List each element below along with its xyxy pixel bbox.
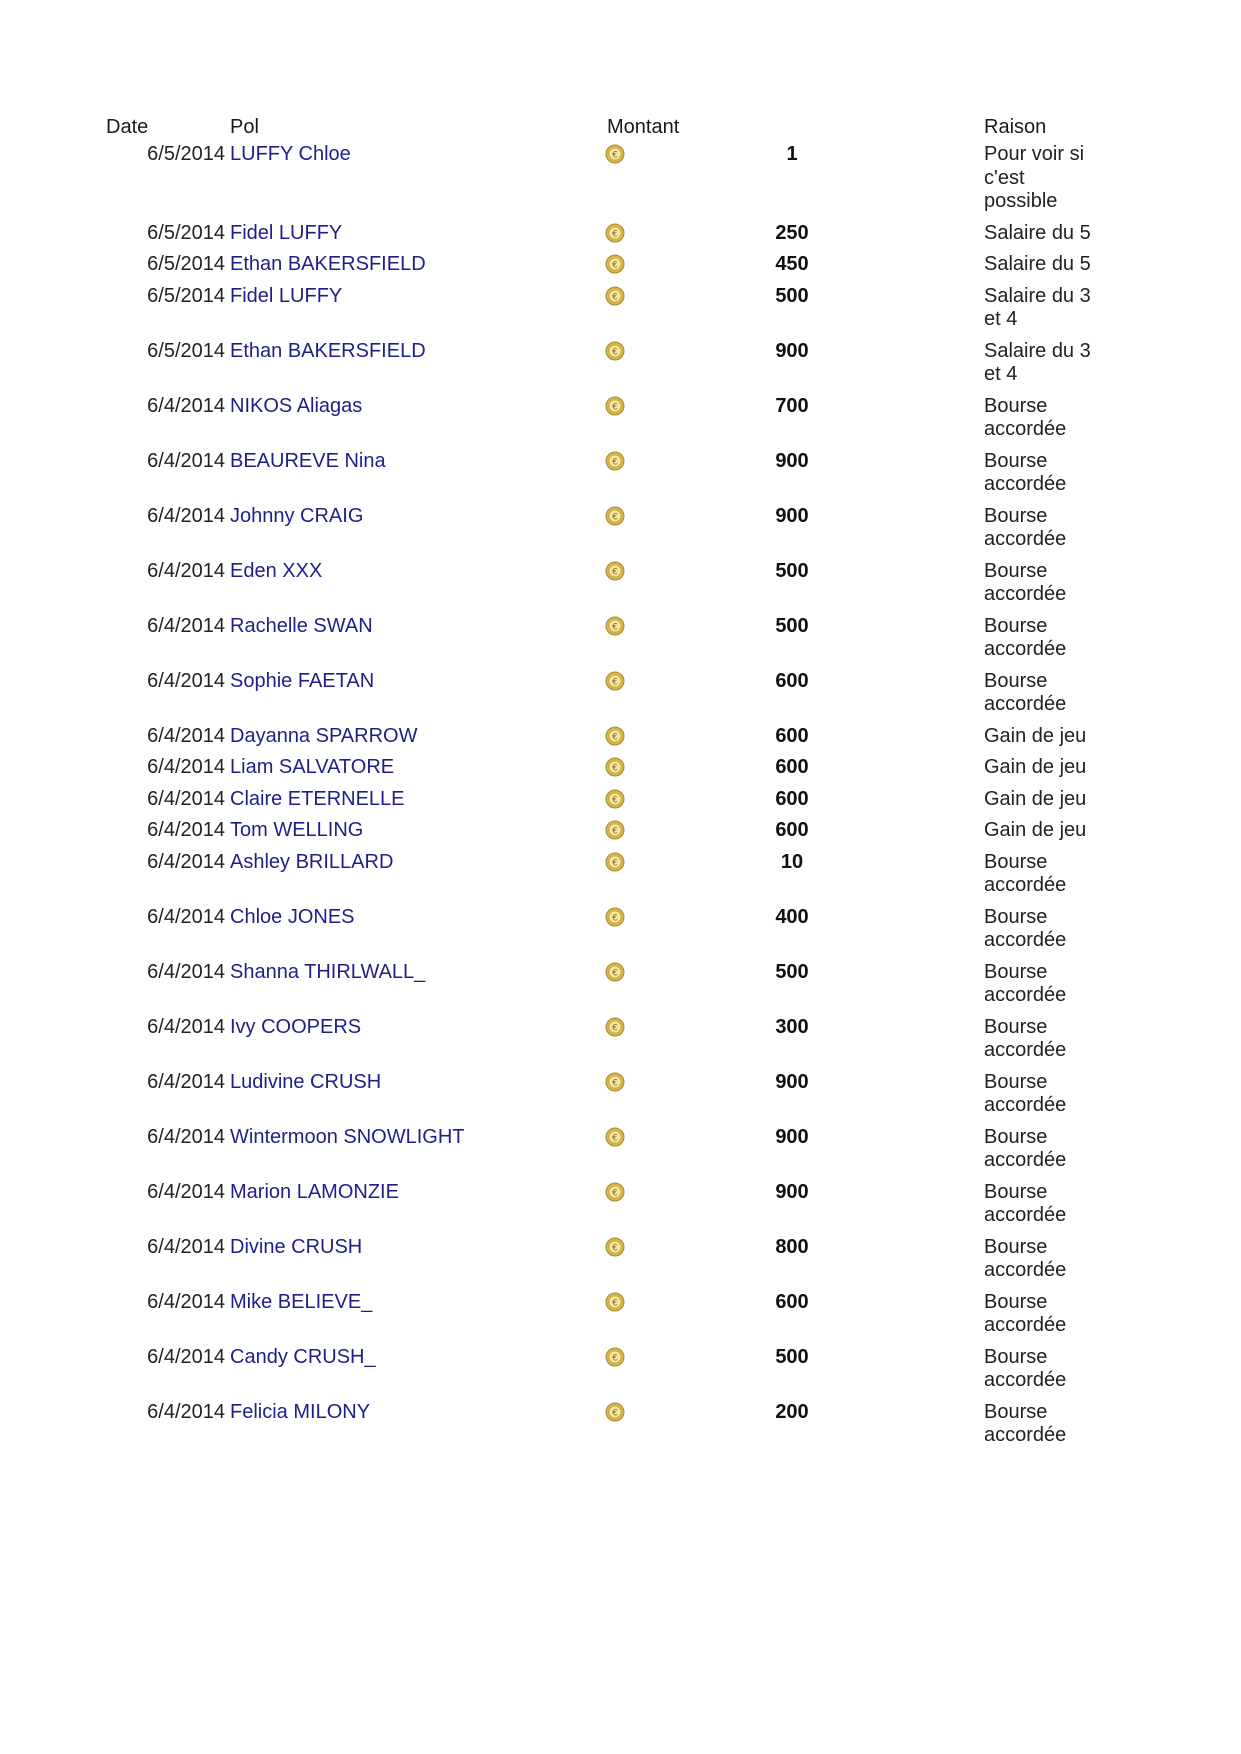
row-amount: 900: [775, 1070, 809, 1093]
svg-text:€: €: [612, 622, 618, 632]
euro-coin-icon: [605, 726, 625, 746]
table-row: [0, 788, 1241, 820]
euro-coin-icon: [605, 962, 625, 982]
reason-line: Gain de jeu: [984, 819, 1087, 841]
row-pol-link[interactable]: Chloe JONES: [230, 905, 355, 928]
row-date: 6/4/2014: [147, 1015, 225, 1038]
reason-line: Bourse: [984, 1180, 1048, 1203]
row-date: 6/4/2014: [147, 669, 225, 692]
row-amount: 900: [775, 449, 809, 472]
euro-coin-icon: [605, 1347, 625, 1367]
reason-line: accordée: [984, 1094, 1067, 1116]
svg-text:€: €: [612, 1408, 618, 1418]
svg-text:€: €: [612, 1078, 618, 1088]
row-amount: 600: [775, 787, 809, 810]
reason-line: accordée: [984, 1369, 1067, 1391]
reason-line: possible: [984, 190, 1058, 212]
reason-line: Salaire du 3: [984, 339, 1091, 362]
table-row: [0, 756, 1241, 788]
row-reason: [984, 395, 1114, 442]
row-amount: 600: [775, 819, 809, 841]
row-date: 6/5/2014: [147, 221, 225, 244]
reason-line: accordée: [984, 1039, 1067, 1061]
reason-line: et 4: [984, 308, 1018, 330]
row-amount: 400: [775, 905, 809, 928]
row-pol-link[interactable]: Shanna THIRLWALL_: [230, 960, 426, 983]
reason-line: accordée: [984, 1424, 1067, 1446]
reason-line: accordée: [984, 874, 1067, 896]
euro-coin-icon: [605, 144, 625, 164]
reason-line: accordée: [984, 528, 1067, 550]
table-row: [0, 1126, 1241, 1181]
svg-text:€: €: [612, 968, 618, 978]
reason-line: Bourse: [984, 614, 1048, 637]
table-row: [0, 253, 1241, 285]
table-row: [0, 1291, 1241, 1346]
reason-line: Bourse: [984, 394, 1048, 417]
euro-coin-icon: [605, 1017, 625, 1037]
reason-line: Gain de jeu: [984, 724, 1087, 747]
row-reason: [984, 961, 1114, 1008]
table-row: [0, 505, 1241, 560]
row-amount: 600: [775, 756, 809, 778]
row-reason: [984, 285, 1114, 332]
row-reason: [984, 340, 1114, 387]
row-pol-link[interactable]: Eden XXX: [230, 559, 323, 582]
reason-line: accordée: [984, 1149, 1067, 1171]
reason-line: accordée: [984, 418, 1067, 440]
row-amount: 900: [775, 1180, 809, 1203]
euro-coin-icon: [605, 341, 625, 361]
svg-text:€: €: [612, 567, 618, 577]
row-reason: [984, 1016, 1114, 1063]
row-reason: [984, 253, 1114, 277]
reason-line: Pour voir si: [984, 143, 1085, 165]
row-reason: [984, 670, 1114, 717]
row-date: 6/5/2014: [147, 253, 225, 275]
euro-coin-icon: [605, 820, 625, 840]
table-row: [0, 222, 1241, 254]
reason-line: et 4: [984, 363, 1018, 385]
row-date: 6/4/2014: [147, 1290, 225, 1313]
reason-line: Gain de jeu: [984, 756, 1087, 778]
row-date: 6/4/2014: [147, 1400, 225, 1423]
euro-coin-icon: [605, 852, 625, 872]
row-pol-link[interactable]: LUFFY Chloe: [230, 143, 351, 165]
reason-line: accordée: [984, 583, 1067, 605]
row-reason: [984, 505, 1114, 552]
row-reason: [984, 143, 1114, 214]
svg-text:€: €: [612, 1023, 618, 1033]
euro-coin-icon: [605, 1127, 625, 1147]
row-date: 6/4/2014: [147, 449, 225, 472]
euro-coin-icon: [605, 223, 625, 243]
euro-coin-icon: [605, 757, 625, 777]
euro-coin-icon: [605, 1402, 625, 1422]
svg-text:€: €: [612, 260, 618, 271]
row-amount: 600: [775, 669, 809, 692]
reason-line: accordée: [984, 984, 1067, 1006]
svg-text:€: €: [612, 512, 618, 522]
table-row: [0, 395, 1241, 450]
table-row: [0, 725, 1241, 757]
row-pol-link[interactable]: Ludivine CRUSH: [230, 1070, 382, 1093]
row-reason: [984, 1236, 1114, 1283]
row-amount: 300: [775, 1015, 809, 1038]
row-pol-link[interactable]: Fidel LUFFY: [230, 221, 343, 244]
row-amount: 500: [775, 284, 809, 307]
row-date: 6/4/2014: [147, 960, 225, 983]
row-reason: [984, 906, 1114, 953]
reason-line: Bourse: [984, 1235, 1048, 1258]
reason-line: Bourse: [984, 449, 1048, 472]
row-reason: [984, 1181, 1114, 1228]
svg-text:€: €: [612, 795, 618, 805]
row-amount: 500: [775, 960, 809, 983]
row-pol-link[interactable]: Mike BELIEVE_: [230, 1290, 373, 1313]
table-row: [0, 450, 1241, 505]
table-row: [0, 560, 1241, 615]
row-reason: [984, 1126, 1114, 1173]
svg-text:€: €: [612, 457, 618, 467]
row-date: 6/5/2014: [147, 339, 225, 362]
row-pol-link[interactable]: Ivy COOPERS: [230, 1015, 362, 1038]
reason-line: accordée: [984, 1204, 1067, 1226]
row-amount: 900: [775, 339, 809, 362]
row-reason: [984, 756, 1114, 780]
table-row: [0, 1181, 1241, 1236]
row-reason: [984, 560, 1114, 607]
reason-line: Bourse: [984, 905, 1048, 928]
euro-coin-icon: [605, 561, 625, 581]
row-date: 6/4/2014: [147, 1180, 225, 1203]
reason-line: accordée: [984, 929, 1067, 951]
header-date: Date: [106, 116, 149, 138]
svg-text:€: €: [612, 858, 618, 868]
row-amount: 500: [775, 1345, 809, 1368]
euro-coin-icon: [605, 616, 625, 636]
row-date: 6/4/2014: [147, 724, 225, 747]
row-pol-link[interactable]: Candy CRUSH_: [230, 1345, 376, 1368]
euro-coin-icon: [605, 451, 625, 471]
reason-line: Salaire du 5: [984, 253, 1091, 275]
euro-coin-icon: [605, 671, 625, 691]
row-reason: [984, 725, 1114, 749]
row-reason: [984, 788, 1114, 812]
reason-line: Bourse: [984, 960, 1048, 983]
reason-line: Bourse: [984, 1345, 1048, 1368]
row-date: 6/4/2014: [147, 756, 225, 778]
row-pol-link[interactable]: Sophie FAETAN: [230, 669, 375, 692]
row-amount: 900: [775, 504, 809, 527]
reason-line: accordée: [984, 638, 1067, 660]
reason-line: Bourse: [984, 850, 1048, 873]
row-amount: 800: [775, 1235, 809, 1258]
svg-text:€: €: [612, 229, 618, 239]
reason-line: Gain de jeu: [984, 787, 1087, 810]
row-amount: 10: [780, 850, 804, 873]
row-amount: 700: [775, 394, 809, 417]
row-pol-link[interactable]: Ashley BRILLARD: [230, 850, 394, 873]
row-amount: 900: [775, 1125, 809, 1148]
row-reason: [984, 1401, 1114, 1448]
row-date: 6/4/2014: [147, 819, 225, 841]
row-date: 6/4/2014: [147, 787, 225, 810]
row-pol-link[interactable]: Wintermoon SNOWLIGHT: [230, 1125, 465, 1148]
row-pol-link[interactable]: Claire ETERNELLE: [230, 787, 405, 810]
row-reason: [984, 851, 1114, 898]
row-reason: [984, 222, 1114, 246]
table-row: [0, 961, 1241, 1016]
column-header-row: [0, 116, 1241, 142]
reason-line: Bourse: [984, 1125, 1048, 1148]
svg-text:€: €: [612, 1133, 618, 1143]
svg-text:€: €: [612, 1243, 618, 1253]
row-pol-link[interactable]: Felicia MILONY: [230, 1400, 371, 1423]
svg-text:€: €: [612, 1188, 618, 1198]
row-date: 6/4/2014: [147, 850, 225, 873]
reason-line: accordée: [984, 1259, 1067, 1281]
euro-coin-icon: [605, 1072, 625, 1092]
reason-line: Salaire du 5: [984, 221, 1091, 244]
row-date: 6/4/2014: [147, 504, 225, 527]
row-date: 6/4/2014: [147, 394, 225, 417]
reason-line: accordée: [984, 1314, 1067, 1336]
table-row: [0, 615, 1241, 670]
euro-coin-icon: [605, 789, 625, 809]
table-row: [0, 1071, 1241, 1126]
euro-coin-icon: [605, 506, 625, 526]
reason-line: accordée: [984, 473, 1067, 495]
row-amount: 500: [775, 559, 809, 582]
transaction-list: [0, 143, 1241, 1456]
row-reason: [984, 819, 1114, 843]
table-row: [0, 1401, 1241, 1456]
svg-text:€: €: [612, 826, 618, 837]
table-row: [0, 819, 1241, 851]
row-date: 6/4/2014: [147, 559, 225, 582]
row-pol-link[interactable]: Ethan BAKERSFIELD: [230, 253, 426, 275]
svg-text:€: €: [612, 150, 618, 161]
row-pol-link[interactable]: Liam SALVATORE: [230, 756, 395, 778]
table-row: [0, 906, 1241, 961]
row-pol-link[interactable]: Fidel LUFFY: [230, 284, 343, 307]
row-reason: [984, 615, 1114, 662]
row-pol-link[interactable]: Tom WELLING: [230, 819, 364, 841]
row-date: 6/5/2014: [147, 143, 225, 165]
table-row: [0, 285, 1241, 340]
euro-coin-icon: [605, 1182, 625, 1202]
reason-line: c'est: [984, 166, 1025, 189]
row-reason: [984, 1071, 1114, 1118]
row-amount: 1: [786, 143, 798, 165]
header-raison: Raison: [984, 116, 1047, 138]
row-date: 6/4/2014: [147, 614, 225, 637]
row-date: 6/4/2014: [147, 1345, 225, 1368]
table-row: [0, 1016, 1241, 1071]
table-row: [0, 1346, 1241, 1401]
row-reason: [984, 450, 1114, 497]
row-amount: 200: [775, 1400, 809, 1423]
reason-line: Bourse: [984, 669, 1048, 692]
reason-line: Salaire du 3: [984, 284, 1091, 307]
table-row: [0, 143, 1241, 222]
row-amount: 600: [775, 1290, 809, 1313]
row-pol-link[interactable]: Rachelle SWAN: [230, 614, 373, 637]
svg-text:€: €: [612, 402, 618, 412]
row-pol-link[interactable]: Divine CRUSH: [230, 1235, 363, 1258]
euro-coin-icon: [605, 907, 625, 927]
euro-coin-icon: [605, 286, 625, 306]
row-reason: [984, 1291, 1114, 1338]
row-pol-link[interactable]: BEAUREVE Nina: [230, 449, 386, 472]
row-amount: 250: [775, 221, 809, 244]
table-row: [0, 1236, 1241, 1291]
row-pol-link[interactable]: Dayanna SPARROW: [230, 724, 418, 747]
row-amount: 450: [775, 253, 809, 275]
reason-line: Bourse: [984, 1015, 1048, 1038]
row-pol-link[interactable]: Marion LAMONZIE: [230, 1180, 399, 1203]
header-montant: Montant: [607, 116, 680, 138]
header-pol: Pol: [230, 116, 259, 138]
reason-line: Bourse: [984, 504, 1048, 527]
reason-line: Bourse: [984, 559, 1048, 582]
svg-text:€: €: [612, 677, 618, 687]
row-date: 6/5/2014: [147, 284, 225, 307]
reason-line: accordée: [984, 693, 1067, 715]
row-amount: 500: [775, 614, 809, 637]
row-reason: [984, 1346, 1114, 1393]
reason-line: Bourse: [984, 1400, 1048, 1423]
row-amount: 600: [775, 724, 809, 747]
svg-text:€: €: [612, 913, 618, 923]
euro-coin-icon: [605, 254, 625, 274]
table-row: [0, 340, 1241, 395]
table-row: [0, 670, 1241, 725]
row-pol-link[interactable]: NIKOS Aliagas: [230, 394, 363, 417]
svg-text:€: €: [612, 1353, 618, 1363]
row-pol-link[interactable]: Ethan BAKERSFIELD: [230, 339, 426, 362]
row-date: 6/4/2014: [147, 905, 225, 928]
row-date: 6/4/2014: [147, 1125, 225, 1148]
row-pol-link[interactable]: Johnny CRAIG: [230, 504, 364, 527]
svg-text:€: €: [612, 347, 618, 357]
euro-coin-icon: [605, 1292, 625, 1312]
euro-coin-icon: [605, 1237, 625, 1257]
row-date: 6/4/2014: [147, 1235, 225, 1258]
table-row: [0, 851, 1241, 906]
reason-line: Bourse: [984, 1070, 1048, 1093]
svg-text:€: €: [612, 732, 618, 742]
reason-line: Bourse: [984, 1290, 1048, 1313]
svg-text:€: €: [612, 1298, 618, 1308]
svg-text:€: €: [612, 292, 618, 302]
svg-text:€: €: [612, 763, 618, 774]
euro-coin-icon: [605, 396, 625, 416]
row-date: 6/4/2014: [147, 1070, 225, 1093]
